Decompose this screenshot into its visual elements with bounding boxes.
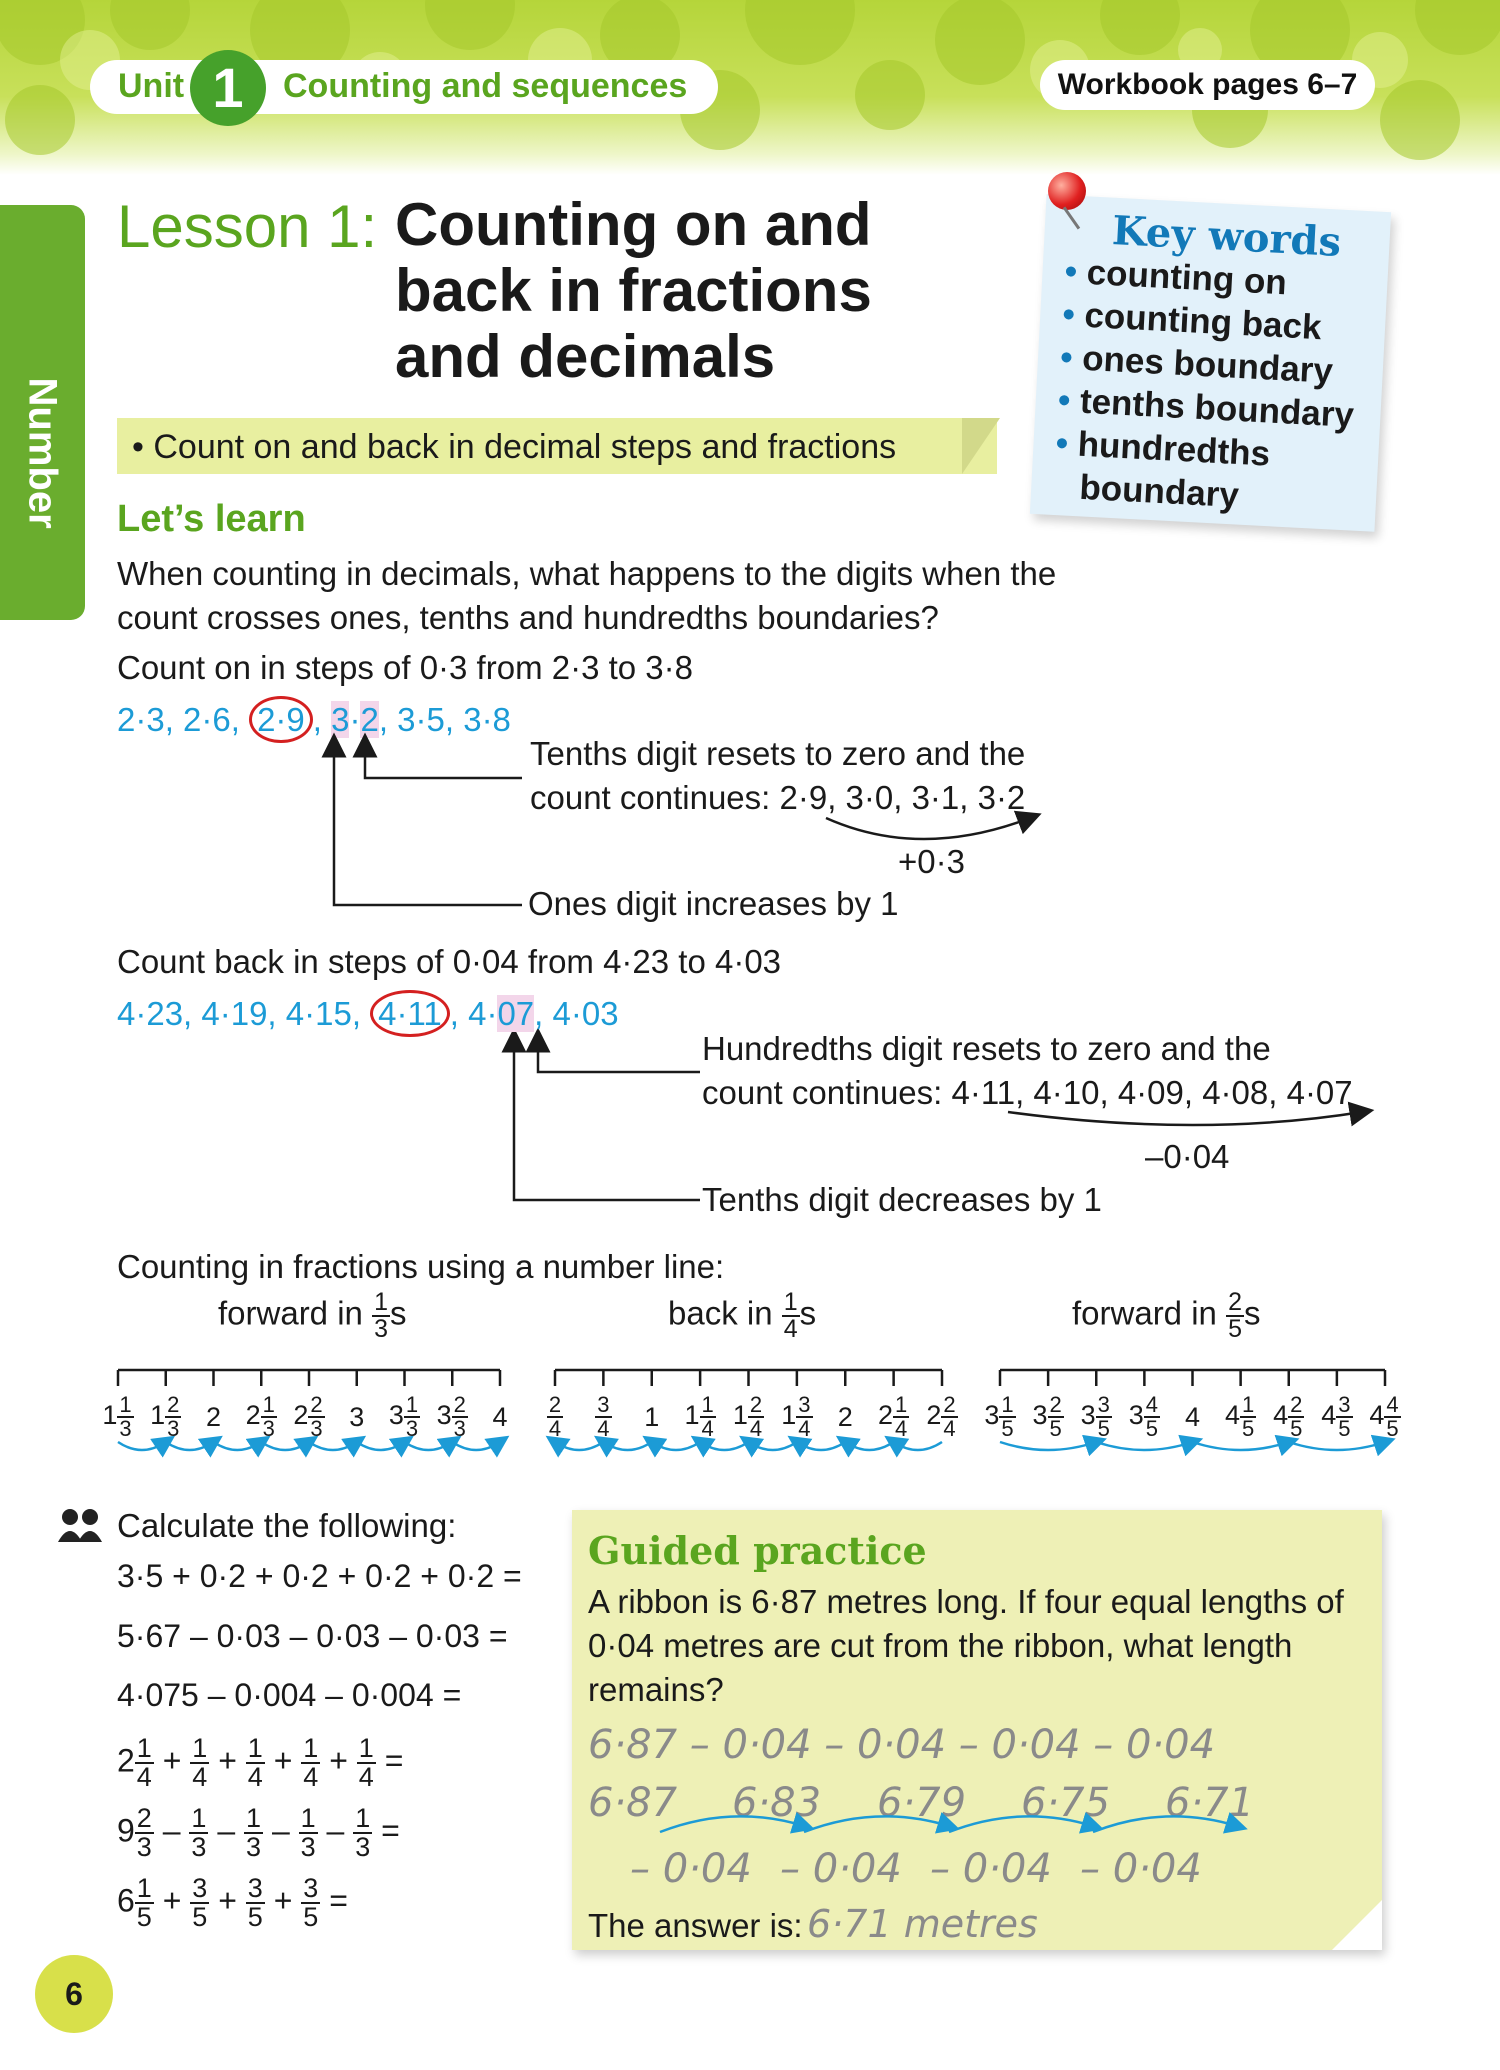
fraction-calc-line: 9 $\frac{2}{3}$ – $\frac{1}{3}$ – $\frac{1}{3}$ – $\frac{1}{3}$ – $\frac{1}{3}$ =: [117, 1803, 400, 1862]
pair-work-icon: [58, 1508, 104, 1544]
number-line-tick-label: 3: [349, 1402, 365, 1432]
guided-step: – 0·04: [1080, 1846, 1202, 1892]
calc-line-2: 5·67 – 0·03 – 0·03 – 0·03 =: [117, 1618, 508, 1654]
number-line-tick-label: 2 $\frac{1}{4}$: [877, 1392, 908, 1441]
example2-prompt: Count back in steps of 0·04 from 4·23 to 4·03: [117, 943, 782, 980]
number-line-3-label: forward in $\frac{2}{5}$ s: [1072, 1288, 1261, 1343]
jump-arrow: [261, 1442, 309, 1450]
jump-arrow: [1000, 1442, 1096, 1450]
hundredths-arrow: [538, 1042, 700, 1072]
guided-jump-arrow: [949, 1816, 1093, 1832]
guided-working: 6·87 – 0·04 – 0·04 – 0·04 – 0·04: [588, 1722, 1216, 1768]
jump-arrow: [555, 1442, 603, 1450]
guided-jump-arrow: [804, 1816, 949, 1832]
calculate-title: Calculate the following:: [117, 1507, 457, 1544]
guided-value: 6·83: [732, 1780, 822, 1826]
calc-line-3: 4·075 – 0·004 – 0·004 =: [117, 1677, 462, 1713]
answer-value: 6·71 metres: [807, 1902, 1038, 1946]
circled-value: 2·9: [249, 696, 313, 743]
lesson-number: Lesson 1:: [117, 193, 378, 260]
workbook-pages: Workbook pages 6–7: [1040, 60, 1375, 110]
number-line-tick-label: 1 $\frac{3}{4}$: [781, 1392, 811, 1441]
answer-label: The answer is:: [588, 1907, 803, 1944]
key-word-item: • counting on: [1063, 251, 1288, 303]
number-line-tick-label: 2 $\frac{2}{4}$: [926, 1392, 956, 1441]
jump-arrow: [700, 1442, 748, 1450]
number-line-tick-label: 3 $\frac{2}{3}$: [436, 1392, 466, 1441]
section-tab-label: Number: [20, 377, 65, 529]
example2-note2: count continues: 4·11, 4·10, 4·09, 4·08, 4·07: [702, 1074, 1353, 1111]
jump-arrow: [1096, 1442, 1192, 1450]
number-line-tick-label: 1 $\frac{2}{3}$: [150, 1392, 180, 1441]
page-number: 6: [35, 1955, 113, 2033]
jump-arrow: [214, 1442, 262, 1450]
guided-question: A ribbon is 6·87 metres long. If four equal lengths of 0·04 metres are cut from the ribbon, what length remains?: [588, 1583, 1344, 1708]
key-word-item: • tenths boundary: [1057, 380, 1355, 436]
jump-arrow: [405, 1442, 453, 1450]
example2-sequence: 4·23, 4·19, 4·15, 4·11 , 4·07, 4·03: [117, 992, 619, 1036]
number-line-tick-label: 4 $\frac{2}{5}$: [1273, 1392, 1303, 1441]
jump-arrow: [797, 1442, 845, 1450]
number-line-tick-label: 2 $\frac{1}{3}$: [245, 1392, 275, 1441]
jump-arrow: [309, 1442, 357, 1450]
number-line-tick-label: 1 $\frac{2}{4}$: [732, 1392, 763, 1441]
example2-note1: Hundredths digit resets to zero and the: [702, 1030, 1271, 1067]
tenths-decrease-arrow: [514, 1042, 700, 1200]
lets-learn-heading: Let’s learn: [117, 498, 306, 540]
fraction-calc-line: 2 $\frac{1}{4}$ + $\frac{1}{4}$ + $\frac{1}{4}$ + $\frac{1}{4}$ + $\frac{1}{4}$ =: [117, 1733, 404, 1792]
number-line-tick-label: 4: [492, 1402, 508, 1432]
objective-text: • Count on and back in decimal steps and fractions: [132, 428, 897, 466]
example1-note3: Ones digit increases by 1: [528, 885, 899, 922]
calc-line-1: 3·5 + 0·2 + 0·2 + 0·2 + 0·2 =: [117, 1558, 522, 1594]
key-word-item: • counting back: [1061, 294, 1323, 348]
lets-learn-intro: When counting in decimals, what happens to the digits when the count crosses ones, tenths and hundredths boundaries?: [117, 555, 1057, 636]
guided-value: 6·71: [1165, 1780, 1255, 1826]
lesson-title: Counting on and back in fractions and decimals: [395, 191, 872, 390]
key-word-item: • ones boundary: [1059, 337, 1334, 391]
number-line-tick-label: 4 $\frac{1}{5}$: [1224, 1392, 1255, 1441]
example1-note1: Tenths digit resets to zero and the: [530, 735, 1026, 772]
jump-arrow: [166, 1442, 214, 1450]
guided-jump-arrow: [1093, 1816, 1237, 1832]
number-line-tick-label: 4 $\frac{4}{5}$: [1369, 1392, 1399, 1441]
tenths-arrow: [365, 745, 522, 778]
number-line-1-label: forward in $\frac{1}{3}$ s: [218, 1288, 407, 1343]
number-line-tick-label: 3 $\frac{4}{5}$: [1128, 1392, 1159, 1441]
guided-practice-title: Guided practice: [588, 1528, 927, 1573]
guided-value: 6·79: [877, 1780, 967, 1826]
guided-value: 6·75: [1021, 1780, 1111, 1826]
guided-answer-row: [588, 1902, 1038, 1948]
jump-arrow: [845, 1442, 893, 1450]
jump-arrow: [357, 1442, 405, 1450]
number-line-tick-label: 1: [644, 1402, 660, 1432]
example2-step: –0·04: [1145, 1138, 1230, 1175]
unit-label: Unit: [118, 67, 185, 105]
ones-arrow: [334, 745, 522, 905]
key-words-title: Key words: [1110, 207, 1343, 266]
guided-jump-arrow: [660, 1816, 804, 1832]
guided-step: – 0·04: [630, 1846, 752, 1892]
guided-card-fold: [1332, 1900, 1382, 1950]
example1-sequence: 2·3, 2·6, 2·9 , 3·2, 3·5, 3·8: [117, 698, 511, 742]
plus-step-arrow: [826, 818, 1030, 839]
number-line-tick-label: 3 $\frac{1}{5}$: [984, 1392, 1014, 1441]
number-line-tick-label: $\frac{3}{4}$: [597, 1392, 610, 1441]
fraction-calc-line: 6 $\frac{1}{5}$ + $\frac{3}{5}$ + $\frac{3}{5}$ + $\frac{3}{5}$ =: [117, 1873, 348, 1932]
guided-value: 6·87: [588, 1780, 678, 1826]
example1-step: +0·3: [898, 843, 965, 880]
number-line-tick-label: 2: [837, 1402, 853, 1432]
key-word-item: • hundredths boundary: [1054, 423, 1272, 516]
jump-arrow: [452, 1442, 500, 1450]
example1-prompt: Count on in steps of 0·3 from 2·3 to 3·8: [117, 649, 693, 686]
number-line-tick-label: $\frac{2}{4}$: [548, 1392, 562, 1441]
jump-arrow: [1193, 1442, 1289, 1450]
jump-arrow: [749, 1442, 797, 1450]
number-line-tick-label: 1 $\frac{1}{4}$: [684, 1392, 714, 1441]
example1-note2: count continues: 2·9, 3·0, 3·1, 3·2: [530, 779, 1026, 816]
jump-arrow: [118, 1442, 166, 1450]
guided-step: – 0·04: [780, 1846, 902, 1892]
guided-jump-arrows: [0, 1780, 1500, 1840]
guided-step: – 0·04: [930, 1846, 1052, 1892]
example2-note3: Tenths digit decreases by 1: [702, 1181, 1102, 1218]
jump-arrow: [1289, 1442, 1385, 1450]
number-line-tick-label: 2 $\frac{2}{3}$: [293, 1392, 323, 1441]
number-line-2-label: back in $\frac{1}{4}$ s: [668, 1288, 817, 1343]
jump-arrow: [603, 1442, 651, 1450]
unit-number: 1: [190, 50, 266, 126]
number-line-tick-label: 3 $\frac{3}{5}$: [1080, 1392, 1110, 1441]
number-line-tick-label: 4: [1184, 1402, 1201, 1432]
unit-title: Counting and sequences: [283, 67, 688, 105]
number-line-tick-label: 1 $\frac{1}{3}$: [102, 1392, 132, 1441]
jump-arrow: [894, 1442, 942, 1450]
number-line-tick-label: 2: [205, 1402, 222, 1432]
circled-value: 4·11: [370, 990, 450, 1037]
number-line-tick-label: 3 $\frac{1}{3}$: [388, 1392, 419, 1441]
number-line-tick-label: 4 $\frac{3}{5}$: [1321, 1392, 1351, 1441]
fractions-intro: Counting in fractions using a number line:: [117, 1248, 725, 1285]
number-line-tick-label: 3 $\frac{2}{5}$: [1032, 1392, 1062, 1441]
jump-arrow: [652, 1442, 700, 1450]
